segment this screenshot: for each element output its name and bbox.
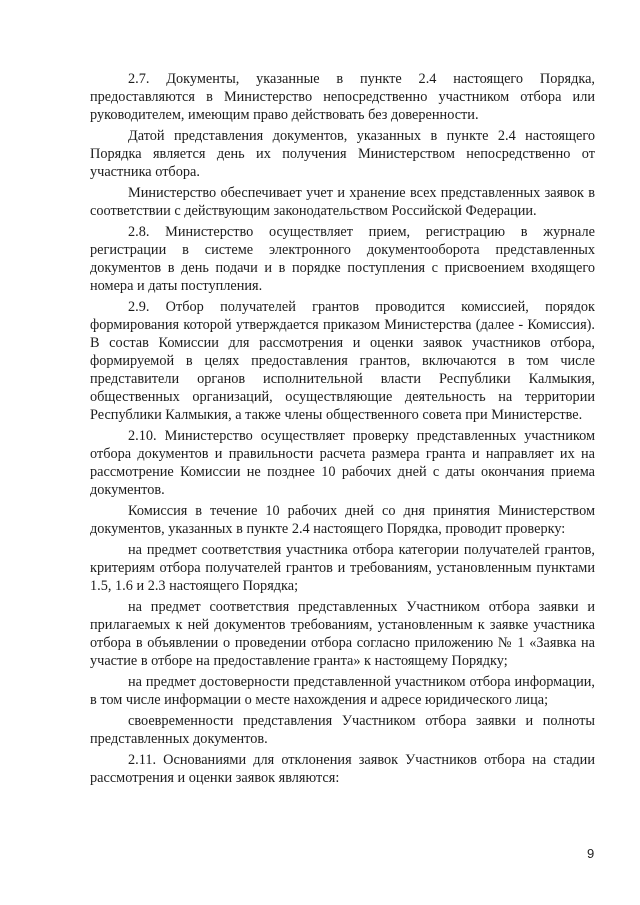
paragraph-check-timeliness: своевременности представления Участником отбора заявки и полноты представленных документов. <box>90 713 595 747</box>
paragraph-commission-check: Комиссия в течение 10 рабочих дней со дня принятия Министерством документов, указанных в пункте 2.4 настоящего Порядка, проводит проверку: <box>90 503 595 537</box>
paragraph-check-reliability: на предмет достоверности представленной участником отбора информации, в том числе информации о месте нахождения и адресе юридического лица; <box>90 674 595 708</box>
paragraph-check-documents: на предмет соответствия представленных Участником отбора заявки и прилагаемых к ней документов требованиям, установленным к заявке участника отбора в объявлении о проведении отбора согласно приложению № 1 «Заявка на участие в отборе на предоставление гранта» к настоящему Порядку; <box>90 599 595 669</box>
paragraph-2-7: 2.7. Документы, указанные в пункте 2.4 настоящего Порядка, предоставляются в Министерство непосредственно участником отбора или руководителем, имеющим право действовать без доверенности. <box>90 71 595 123</box>
page-number: 9 <box>587 846 595 861</box>
paragraph-check-category: на предмет соответствия участника отбора категории получателей грантов, критериям отбора получателей грантов и требованиям, установленным пунктами 1.5, 1.6 и 2.3 настоящего Порядка; <box>90 542 595 594</box>
paragraph-storage: Министерство обеспечивает учет и хранение всех представленных заявок в соответствии с действующим законодательством Российской Федерации. <box>90 185 595 219</box>
paragraph-2-9: 2.9. Отбор получателей грантов проводится комиссией, порядок формирования которой утверждается приказом Министерства (далее - Комиссия). В состав Комиссии для рассмотрения и оценки заявок участников отбора, формируемой в целях предоставления грантов, включаются в том числе представители органов исполнительной власти Республики Калмыкия, общественных организаций, осуществляющие деятельность на территории Республики Калмыкия, а также члены общественного совета при Министерстве. <box>90 299 595 423</box>
paragraph-submission-date: Датой представления документов, указанных в пункте 2.4 настоящего Порядка является день их получения Министерством непосредственно от участника отбора. <box>90 128 595 180</box>
paragraph-2-8: 2.8. Министерство осуществляет прием, регистрацию в журнале регистрации в системе электронного документооборота представленных документов в день подачи и в порядке поступления с присвоением входящего номера и даты поступления. <box>90 224 595 294</box>
paragraph-2-11: 2.11. Основаниями для отклонения заявок Участников отбора на стадии рассмотрения и оценки заявок являются: <box>90 752 595 786</box>
paragraph-2-10: 2.10. Министерство осуществляет проверку представленных участником отбора документов и правильности расчета размера гранта и направляет их на рассмотрение Комиссии не позднее 10 рабочих дней с даты окончания приема документов. <box>90 428 595 498</box>
document-body <box>90 70 595 790</box>
